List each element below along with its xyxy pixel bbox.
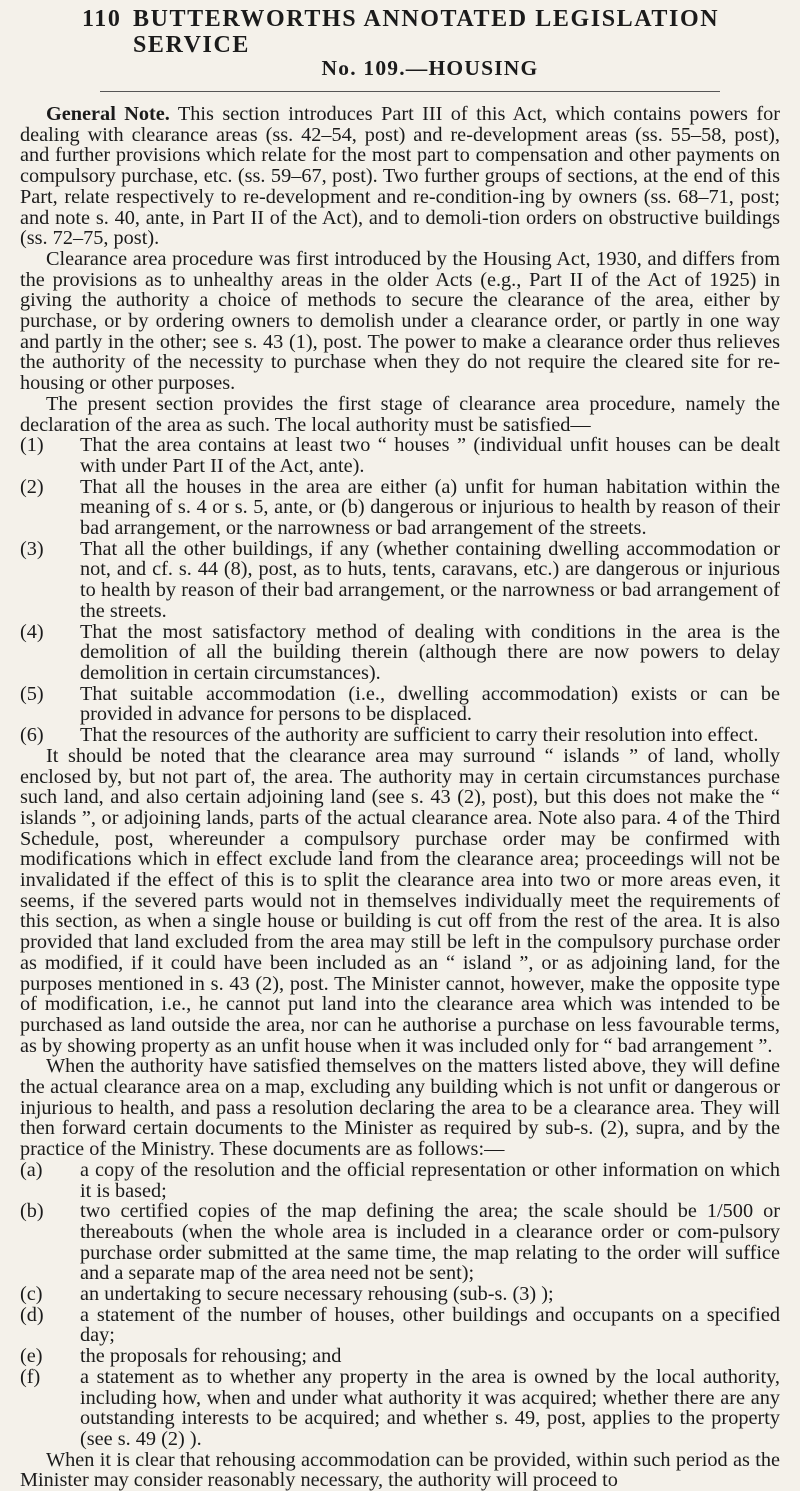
condition-item-text: That suitable accommodation (i.e., dwelling accommodation) exists or can be provided in advance for persons to be displaced.	[80, 682, 780, 726]
rehousing-paragraph: When it is clear that rehousing accommodation can be provided, within such period as the Minister may consider reasonably necessary, the authority will proceed to	[20, 1448, 780, 1491]
condition-item-text: That the most satisfactory method of dealing with conditions in the area is the demolition of all the building therein (although there are now powers to delay demolition in certain circumstances).	[80, 620, 780, 684]
page-number: 110	[82, 6, 122, 32]
document-item-text: a copy of the resolution and the official representation or other information on which it is based;	[80, 1158, 780, 1202]
condition-item-text: That the area contains at least two “ houses ” (individual unfit houses can be dealt with under Part II of the Act, ante).	[80, 434, 780, 477]
condition-item-text: That all the other buildings, if any (whether containing dwelling accommodation or not, and cf. s. 44 (8), post, as to huts, tents, caravans, etc.) are dangerous or injurious to health by reason of their bad arrangement, or the narrowness or bad arrangement of the streets.	[80, 537, 780, 622]
documents-list	[20, 1160, 780, 1450]
condition-item	[20, 725, 780, 746]
islands-paragraph: It should be noted that the clearance area may surround “ islands ” of land, wholly enclosed by, but not part of, the area. The authority may in certain circumstances purchase such land, and also certain adjoining land (see s. 43 (2), post), but this does not make the “ islands ”, or adjoining lands, parts of the actual clearance area. Note also para. 4 of the Third Schedule, post, whereunder a compulsory purchase order may be confirmed with modifications which in effect exclude land from the clearance area; proceedings will not be invalidated if the effect of this is to split the clearance area into two or more areas even, it seems, if the severed parts would not in themselves individually meet the requirements of this section, as when a single house or building is cut off from the rest of the area. It is also provided that land excluded from the area may still be left in the compulsory purchase order as modified, if it could have been included as an “ island ”, or as adjoining land, for the purposes mentioned in s. 43 (2), post. The Minister cannot, however, make the opposite type of modification, i.e., he cannot put land into the clearance area which was intended to be purchased as land outside the area, nor can he authorise a purchase on less favourable terms, as by showing property as an unfit house when it was included only for “ bad arrangement ”.	[20, 744, 780, 1057]
resolution-paragraph: When the authority have satisfied themselves on the matters listed above, they will define the actual clearance area on a map, excluding any building which is not unfit or dangerous or injurious to health, and pass a resolution declaring the area to be a clearance area. They will then forward certain documents to the Minister as required by sub-s. (2), supra, and by the practice of the Ministry. These documents are as follows:—	[20, 1055, 780, 1161]
document-item	[20, 1201, 780, 1284]
clearance-procedure-paragraph: Clearance area procedure was first introduced by the Housing Act, 1930, and differs from the provisions as to unhealthy areas in the older Acts (e.g., Part II of the Act of 1925) in giving the authority a choice of methods to secure the clearance of the area, either by purchase, or by ordering owners to demolish under a clearance order, or partly in one way and partly in the other; see s. 43 (1), post. The power to make a clearance order thus relieves the authority of the necessity to purchase when they do not require the cleared site for re-housing or other purposes.	[20, 247, 780, 395]
condition-item-text: That the resources of the authority are sufficient to carry their resolution into effect.	[80, 724, 759, 747]
present-section-paragraph: The present section provides the first stage of clearance area procedure, namely the declaration of the area as such. The local authority must be satisfied—	[20, 392, 780, 436]
document-item-label: (e)	[20, 1345, 43, 1368]
general-note-paragraph	[20, 104, 780, 249]
document-item-label: (d)	[20, 1303, 44, 1326]
document-item-text: a statement of the number of houses, other buildings and occupants on a specified day;	[80, 1303, 780, 1347]
condition-item	[20, 622, 780, 684]
condition-item-label: (3)	[20, 537, 44, 560]
condition-item-label: (6)	[20, 724, 44, 747]
document-item	[20, 1346, 780, 1367]
series-title: BUTTERWORTHS ANNOTATED LEGISLATION SERVICE	[132, 6, 720, 58]
conditions-list	[20, 435, 780, 746]
general-note-text: This section introduces Part III of this Act, which contains powers for dealing with clearance areas (ss. 42–54, post) and re-development areas (ss. 55–58, post), and further provisions which relate for the most part to compensation and other payments on compulsory purchase, etc. (ss. 59–67, post). Two further groups of sections, at the end of this Part, relate respectively to re-development and re-condition-ing by owners (ss. 68–71, post; and note s. 40, ante, in Part II of the Act), and to demoli-tion orders on obstructive buildings (ss. 72–75, post).	[20, 103, 780, 250]
header-rule	[100, 91, 720, 92]
condition-item	[20, 435, 780, 476]
running-header	[82, 6, 780, 58]
condition-item-label: (1)	[20, 434, 44, 457]
document-item-label: (f)	[20, 1365, 41, 1388]
document-item	[20, 1160, 780, 1201]
document-item-label: (a)	[20, 1158, 43, 1181]
condition-item	[20, 477, 780, 539]
condition-item-label: (4)	[20, 620, 44, 643]
general-note-lead: General Note.	[46, 103, 170, 125]
statute-title: No. 109.—HOUSING	[321, 56, 539, 80]
condition-item	[20, 684, 780, 725]
condition-item-label: (2)	[20, 475, 44, 498]
document-item	[20, 1305, 780, 1346]
document-item-text: an undertaking to secure necessary rehousing (sub-s. (3) );	[80, 1283, 554, 1306]
condition-item-label: (5)	[20, 682, 44, 705]
document-item-text: two certified copies of the map defining the area; the scale should be 1/500 or thereabouts (when the whole area is included in a clearance order or com-pulsory purchase order submitted at the same time, the map relating to the order will suffice and a separate map of the area need not be sent);	[80, 1200, 780, 1285]
document-item	[20, 1367, 780, 1450]
condition-item-text: That all the houses in the area are either (a) unfit for human habitation within the meaning of s. 4 or s. 5, ante, or (b) dangerous or injurious to health by reason of their bad arrangement, or the narrowness or bad arrangement of the streets.	[80, 475, 780, 540]
document-item-text: the proposals for rehousing; and	[80, 1345, 342, 1368]
document-item-label: (c)	[20, 1283, 43, 1306]
condition-item	[20, 539, 780, 622]
document-item-text: a statement as to whether any property in the area is owned by the local authority, including how, when and under what authority it was acquired; whether there are any outstanding interests to be acquired; and whether s. 49, post, applies to the property (see s. 49 (2) ).	[80, 1365, 780, 1450]
document-item-label: (b)	[20, 1200, 44, 1223]
document-item	[20, 1284, 780, 1305]
